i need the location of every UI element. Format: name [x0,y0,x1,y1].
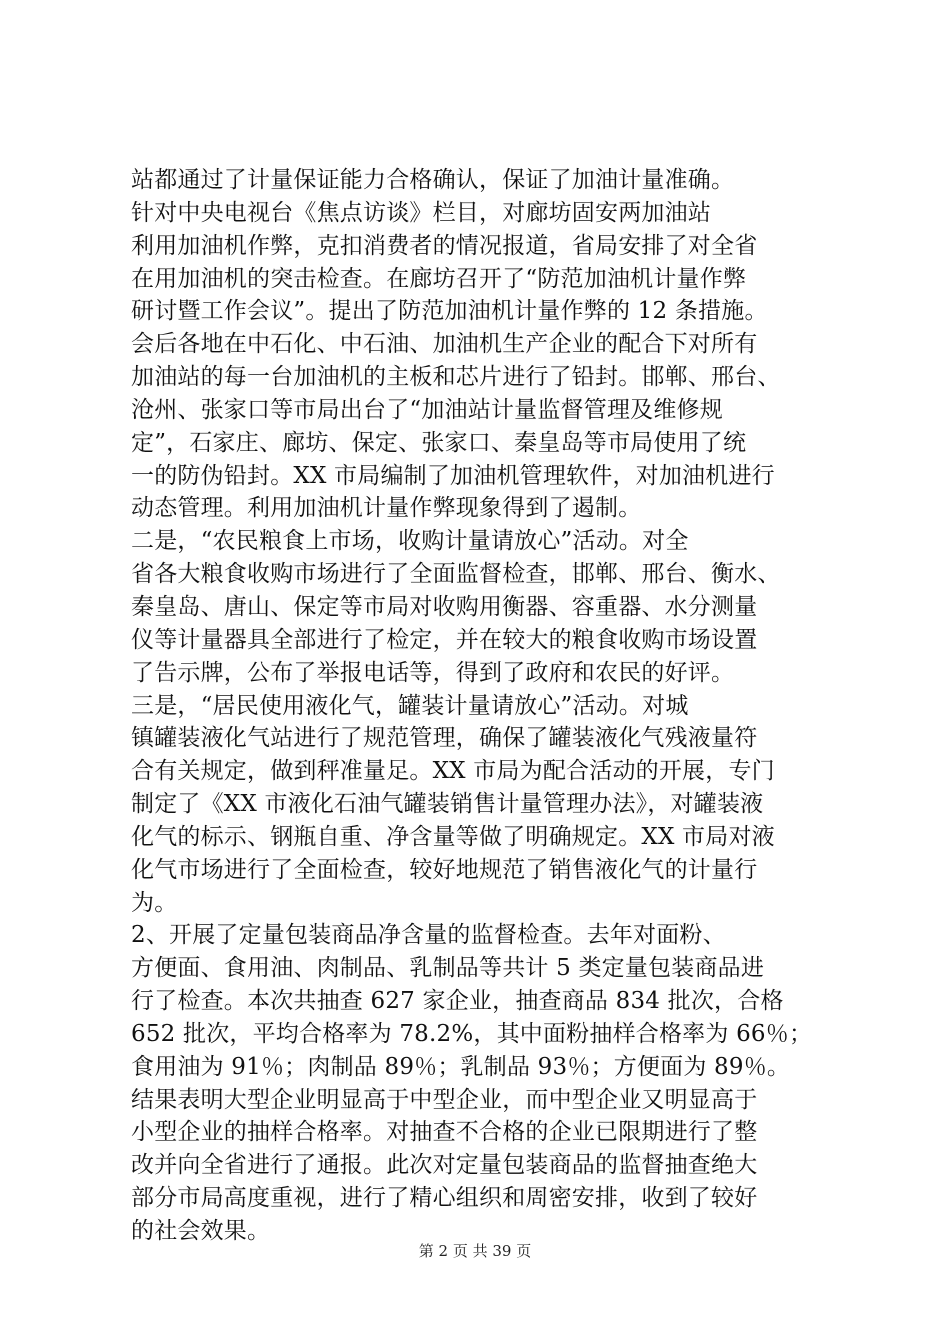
text-line: 加油站的每一台加油机的主板和芯片进行了铅封。邯郸、邢台、 [131,364,781,391]
text-line: 制定了《XX 市液化石油气罐装销售计量管理办法》，对罐装液 [131,791,764,818]
text-line: 部分市局高度重视，进行了精心组织和周密安排，收到了较好 [131,1185,758,1212]
text-line: 动态管理。利用加油机计量作弊现象得到了遏制。 [131,495,642,522]
text-line: 研讨暨工作会议”。提出了防范加油机计量作弊的 12 条措施。 [131,298,768,325]
page-number: 第 2 页 共 39 页 [418,1242,532,1260]
text-line: 定”，石家庄、廊坊、保定、张家口、秦皇岛等市局使用了统 [131,429,747,456]
text-line: 方便面、食用油、肉制品、乳制品等共计 5 类定量包装商品进 [131,955,765,982]
text-line: 为。 [131,889,178,916]
text-line: 化气的标示、钢瓶自重、净含量等做了明确规定。XX 市局对液 [131,823,775,850]
text-line: 在用加油机的突击检查。在廊坊召开了“防范加油机计量作弊 [131,265,747,292]
text-line: 化气市场进行了全面检查，较好地规范了销售液化气的计量行 [131,856,758,883]
text-line: 针对中央电视台《焦点访谈》栏目，对廊坊固安两加油站 [131,199,711,226]
text-line: 三是，“居民使用液化气，罐装计量请放心”活动。对城 [131,692,689,719]
text-line: 二是，“农民粮食上市场，收购计量请放心”活动。对全 [131,528,689,555]
page-footer [0,1241,950,1261]
text-line: 利用加油机作弊，克扣消费者的情况报道，省局安排了对全省 [131,232,758,259]
text-line: 的社会效果。 [131,1218,271,1244]
text-line: 合有关规定，做到秤准量足。XX 市局为配合活动的开展，专门 [131,758,775,785]
text-line: 改并向全省进行了通报。此次对定量包装商品的监督抽查绝大 [131,1152,758,1179]
text-line: 结果表明大型企业明显高于中型企业，而中型企业又明显高于 [131,1086,758,1113]
text-line: 了告示牌，公布了举报电话等，得到了政府和农民的好评。 [131,659,735,686]
text-line: 行了检查。本次共抽查 627 家企业，抽查商品 834 批次，合格 [131,988,784,1015]
text-line: 秦皇岛、唐山、保定等市局对收购用衡器、容重器、水分测量 [131,593,758,620]
text-line: 食用油为 91％；肉制品 89％；乳制品 93％；方便面为 89％。 [131,1053,791,1080]
text-line: 省各大粮食收购市场进行了全面监督检查，邯郸、邢台、衡水、 [131,561,781,588]
body-text [131,164,831,1248]
text-line: 2、开展了定量包装商品净含量的监督检查。去年对面粉、 [131,922,726,949]
text-line: 一的防伪铅封。XX 市局编制了加油机管理软件，对加油机进行 [131,462,775,489]
text-line: 仪等计量器具全部进行了检定，并在较大的粮食收购市场设置 [131,626,758,653]
text-line: 沧州、张家口等市局出台了“加油站计量监督管理及维修规 [131,396,723,423]
text-line: 小型企业的抽样合格率。对抽查不合格的企业已限期进行了整 [131,1119,758,1146]
text-line: 镇罐装液化气站进行了规范管理，确保了罐装液化气残液量符 [131,725,758,752]
text-line: 站都通过了计量保证能力合格确认，保证了加油计量准确。 [131,167,735,193]
text-line: 652 批次，平均合格率为 78.2%，其中面粉抽样合格率为 66％； [131,1020,813,1047]
text-line: 会后各地在中石化、中石油、加油机生产企业的配合下对所有 [131,331,758,358]
